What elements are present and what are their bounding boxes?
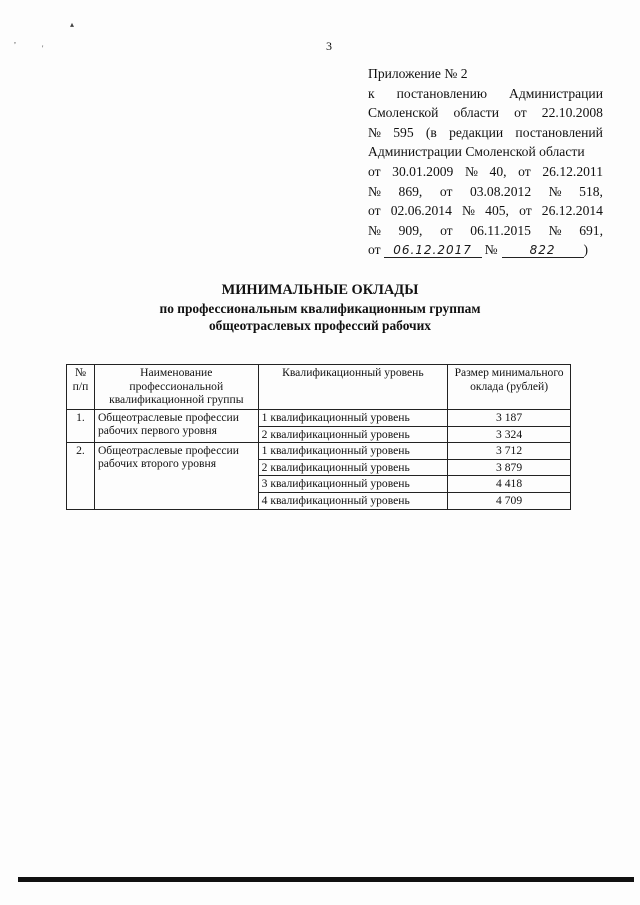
appendix-word: от [514,105,527,121]
appendix-word: 02.06.2014 [390,203,452,219]
appendix-line [368,103,603,123]
appendix-word: 40, [489,163,507,179]
table-row [67,410,571,427]
salary-value: 3 712 [448,443,571,460]
appendix-word: 909, [398,222,423,238]
appendix-word: Администрации Смоленской области [368,144,585,160]
appendix-line [368,201,603,221]
appendix-word: Администрации [509,85,603,101]
salary-value: 4 418 [448,476,571,493]
appendix-line [368,221,603,241]
appendix-word: № [368,124,381,140]
appendix-word: 26.12.2011 [542,163,603,179]
appendix-word: № [464,163,478,179]
appendix-word: № [548,222,562,238]
appendix-word: области [453,105,499,121]
appendix-line [368,123,603,143]
scan-speck: ' [42,44,44,53]
appendix-word: № [462,203,475,219]
appendix-signature-line [368,240,603,260]
row-number: 2. [67,443,95,509]
scan-bottom-edge [18,877,634,882]
appendix-word: от [368,163,381,179]
appendix-line [368,64,603,84]
appendix-word: от [518,163,531,179]
number-sign: № [484,242,498,258]
scan-speck: , [14,36,16,45]
handwritten-number: 822 [502,243,584,258]
appendix-word: Смоленской [368,105,439,121]
appendix-word: 30.01.2009 [392,163,454,179]
salary-value: 3 879 [448,459,571,476]
appendix-word: 03.08.2012 [469,183,532,199]
document-title [0,282,640,335]
appendix-word: 26.12.2014 [541,203,603,219]
title-line-3: общеотраслевых профессий рабочих [208,318,432,334]
date-prefix: от [368,242,381,258]
group-name: Общеотраслевые профессии рабочих первого уровня [94,410,258,443]
qualification-level: 2 квалификационный уровень [258,459,448,476]
table-row [67,443,571,460]
qualification-level: 2 квалификационный уровень [258,426,448,443]
group-name: Общеотраслевые профессии рабочих второго уровня [94,443,258,509]
salary-value: 3 187 [448,410,571,427]
closing-paren: ) [583,242,589,258]
appendix-word: 22.10.2008 [541,105,603,121]
header-salary: Размер минимального оклада (рублей) [448,365,571,410]
appendix-word: № [368,222,381,238]
appendix-word: 518, [579,183,603,199]
qualification-level: 4 квалификационный уровень [258,492,448,509]
page-number: 3 [326,39,332,53]
salary-value: 4 709 [448,492,571,509]
title-main: МИНИМАЛЬНЫЕ ОКЛАДЫ [221,282,419,298]
appendix-word: от [439,183,453,199]
appendix-word: 869, [398,183,423,199]
appendix-word: от [368,203,381,219]
salary-table [66,364,571,510]
appendix-word: Приложение № 2 [368,66,468,81]
header-group: Наименование профессиональной квалификационной группы [94,365,258,410]
appendix-word: постановлений [515,124,603,140]
header-num: № п/п [67,365,95,410]
qualification-level: 1 квалификационный уровень [258,410,448,427]
appendix-word: 405, [485,203,509,219]
appendix-header [368,64,603,260]
appendix-line [368,182,603,202]
table-header-row [67,365,571,410]
appendix-word: 06.11.2015 [470,222,531,238]
qualification-level: 1 квалификационный уровень [258,443,448,460]
appendix-line [368,142,603,162]
appendix-lines [368,64,603,240]
table-body [67,410,571,510]
appendix-word: (в [425,124,437,140]
appendix-line [368,84,603,104]
handwritten-date: 06.12.2017 [384,243,482,258]
title-line-2: по профессиональным квалификационным группам [159,300,481,316]
appendix-word: 595 [393,124,414,140]
appendix-word: постановлению [396,85,488,101]
appendix-word: редакции [449,124,504,140]
salary-value: 3 324 [448,426,571,443]
appendix-word: № [368,183,381,199]
appendix-word: к [368,85,375,101]
appendix-word: № [548,183,562,199]
header-level: Квалификационный уровень [258,365,448,410]
appendix-word: от [440,222,453,238]
row-number: 1. [67,410,95,443]
appendix-word: от [519,203,532,219]
qualification-level: 3 квалификационный уровень [258,476,448,493]
appendix-line [368,162,603,182]
appendix-word: 691, [579,222,603,238]
scan-speck: ▴ [70,20,75,29]
